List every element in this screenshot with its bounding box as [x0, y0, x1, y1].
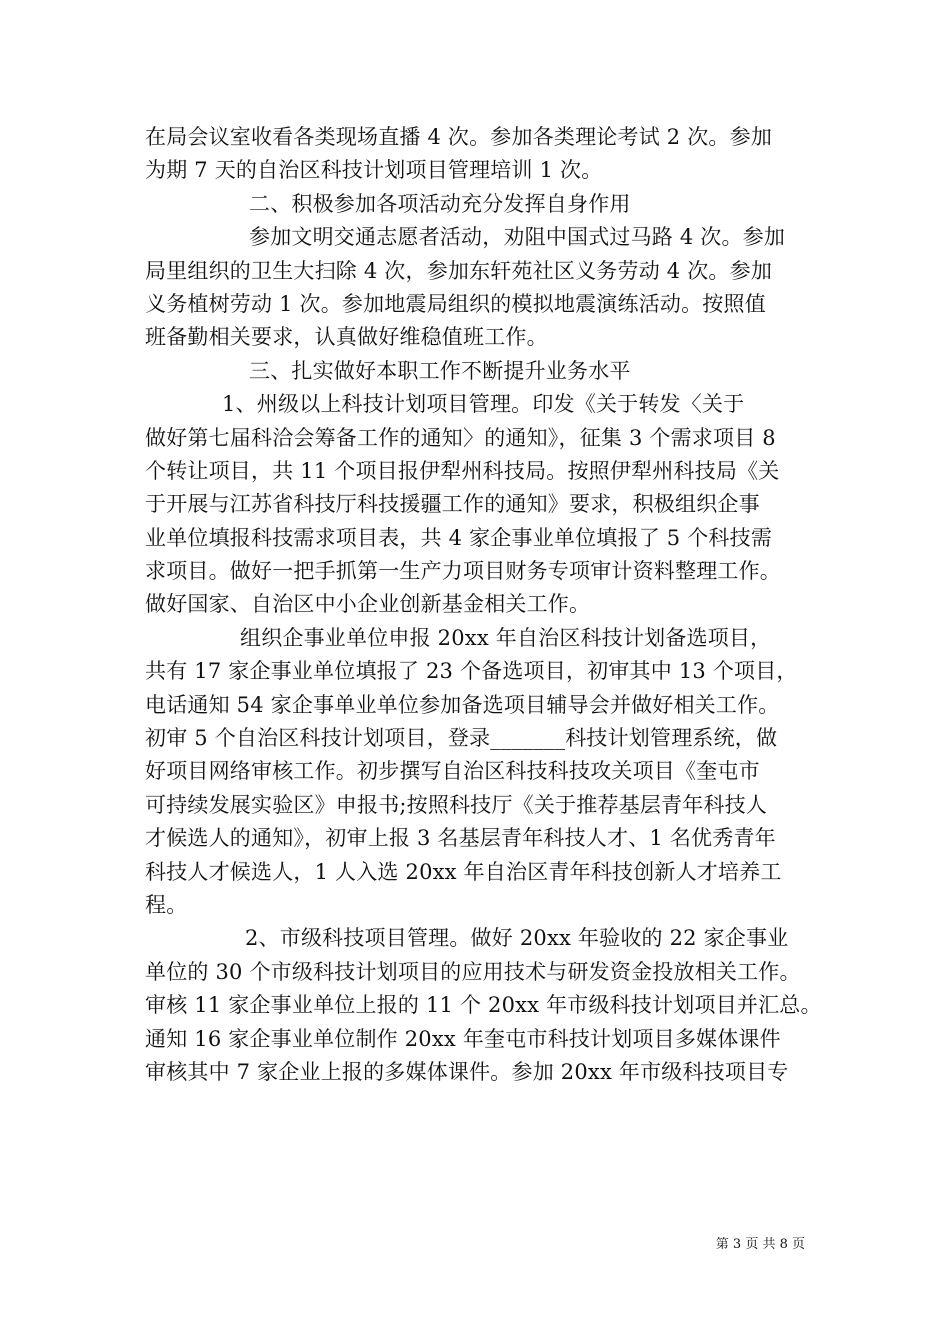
text-line-20: 好项目网络审核工作。初步撰写自治区科技科技攻关项目《奎屯市	[145, 759, 760, 784]
text-line-7: 班备勤相关要求，认真做好维稳值班工作。	[145, 325, 548, 350]
text-line-16: 组织企事业单位申报 20xx 年自治区科技计划备选项目，	[240, 625, 772, 650]
text-line-23: 科技人才候选人，1 人入选 20xx 年自治区青年科技创新人才培养工	[145, 859, 782, 884]
text-line-27: 审核 11 家企事业单位上报的 11 个 20xx 年市级科技计划项目并汇总。	[145, 993, 822, 1018]
text-line-11: 个转让项目，共 11 个项目报伊犁州科技局。按照伊犁州科技局《关	[145, 458, 780, 483]
text-line-1: 在局会议室收看各类现场直播 4 次。参加各类理论考试 2 次。参加	[145, 125, 773, 149]
text-line-12: 于开展与江苏省科技厅科技援疆工作的通知》要求，积极组织企事	[145, 492, 760, 517]
section-heading-2: 二、积极参加各项活动充分发挥自身作用	[249, 191, 631, 216]
text-line-17: 共有 17 家企事业单位填报了 23 个备选项目，初审其中 13 个项目，	[145, 659, 798, 684]
text-line-5: 局里组织的卫生大扫除 4 次，参加东轩苑社区义务劳动 4 次。参加	[145, 258, 773, 283]
text-line-9: 1、州级以上科技计划项目管理。印发《关于转发〈关于	[222, 392, 745, 417]
text-line-24: 程。	[145, 892, 188, 917]
text-line-19: 初审 5 个自治区科技计划项目，登录_______科技计划管理系统，做	[145, 726, 778, 751]
text-line-18: 电话通知 54 家企事单业单位参加备选项目辅导会并做好相关工作。	[145, 692, 780, 717]
text-line-28: 通知 16 家企事业单位制作 20xx 年奎屯市科技计划项目多媒体课件	[145, 1026, 781, 1051]
text-line-14: 求项目。做好一把手抓第一生产力项目财务专项审计资料整理工作。	[145, 559, 781, 584]
text-line-21: 可持续发展实验区》申报书;按照科技厅《关于推荐基层青年科技人	[145, 792, 768, 817]
text-line-29: 审核其中 7 家企业上报的多媒体课件。参加 20xx 年市级科技项目专	[145, 1059, 789, 1084]
text-line-6: 义务植树劳动 1 次。参加地震局组织的模拟地震演练活动。按照值	[145, 291, 766, 316]
text-line-25: 2、市级科技项目管理。做好 20xx 年验收的 22 家企事业	[245, 926, 789, 951]
text-line-26: 单位的 30 个市级科技计划项目的应用技术与研发资金投放相关工作。	[145, 959, 801, 984]
text-line-13: 业单位填报科技需求项目表，共 4 家企事业单位填报了 5 个科技需	[145, 525, 773, 550]
page-number-footer: 第 3 页 共 8 页	[715, 1237, 805, 1252]
text-line-15: 做好国家、自治区中小企业创新基金相关工作。	[145, 592, 591, 617]
text-line-10: 做好第七届科洽会筹备工作的通知〉的通知》，征集 3 个需求项目 8	[145, 425, 776, 450]
text-line-4: 参加文明交通志愿者活动，劝阻中国式过马路 4 次。参加	[249, 225, 786, 250]
text-line-2: 为期 7 天的自治区科技计划项目管理培训 1 次。	[145, 158, 603, 183]
document-body	[145, 121, 830, 1089]
text-line-22: 才候选人的通知》，初审上报 3 名基层青年科技人才、1 名优秀青年	[145, 826, 776, 851]
section-heading-3: 三、扎实做好本职工作不断提升业务水平	[249, 358, 631, 383]
